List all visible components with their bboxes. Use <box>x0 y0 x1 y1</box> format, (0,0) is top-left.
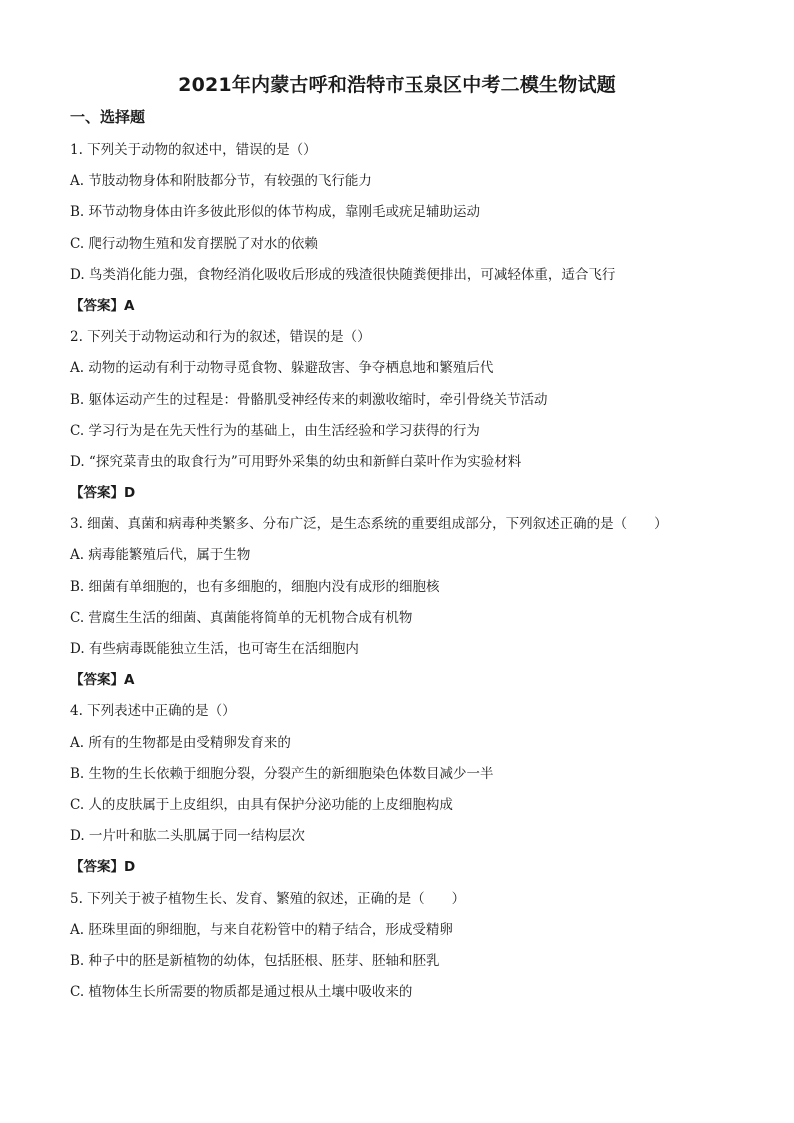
option-b: B. 细菌有单细胞的，也有多细胞的，细胞内没有成形的细胞核 <box>70 578 440 595</box>
answer-label: 【答案】A <box>70 297 135 314</box>
option-a: A. 动物的运动有利于动物寻觅食物、躲避敌害、争夺栖息地和繁殖后代 <box>70 360 494 377</box>
question-list <box>70 138 730 1011</box>
page-title: 2021年内蒙古呼和浩特市玉泉区中考二模生物试题 <box>178 74 616 96</box>
option-b: B. 生物的生长依赖于细胞分裂，分裂产生的新细胞染色体数目减少一半 <box>70 765 494 782</box>
option-d: D. 一片叶和肱二头肌属于同一结构层次 <box>70 828 305 845</box>
question-stem: 1. 下列关于动物的叙述中，错误的是（） <box>70 142 317 158</box>
option-a: A. 所有的生物都是由受精卵发育来的 <box>70 734 291 751</box>
answer-label: 【答案】D <box>70 859 136 876</box>
option-d: D. 有些病毒既能独立生活，也可寄生在活细胞内 <box>70 641 359 657</box>
option-b: B. 躯体运动产生的过程是：骨骼肌受神经传来的刺激收缩时，牵引骨绕关节活动 <box>70 391 548 408</box>
option-c: C. 学习行为是在先天性行为的基础上，由生活经验和学习获得的行为 <box>70 422 480 439</box>
answer-label: 【答案】D <box>70 485 136 502</box>
option-d: D. “探究菜青虫的取食行为”可用野外采集的幼虫和新鲜白菜叶作为实验材料 <box>70 453 522 470</box>
question-stem: 2. 下列关于动物运动和行为的叙述，错误的是（） <box>70 329 371 346</box>
option-b: B. 种子中的胚是新植物的幼体，包括胚根、胚芽、胚轴和胚乳 <box>70 952 440 969</box>
option-c: C. 营腐生生活的细菌、真菌能将简单的无机物合成有机物 <box>70 609 413 626</box>
question-stem: 3. 细菌、真菌和病毒种类繁多、分布广泛，是生态系统的重要组成部分，下列叙述正确的是（ ） <box>70 516 668 533</box>
option-c: C. 爬行动物生殖和发育摆脱了对水的依赖 <box>70 235 318 252</box>
option-c: C. 植物体生长所需要的物质都是通过根从土壤中吸收来的 <box>70 984 413 1001</box>
option-b: B. 环节动物身体由许多彼此形似的体节构成，靠刚毛或疣足辅助运动 <box>70 204 481 221</box>
question-stem: 5. 下列关于被子植物生长、发育、繁殖的叙述，正确的是（ ） <box>70 890 466 907</box>
option-c: C. 人的皮肤属于上皮组织，由具有保护分泌功能的上皮细胞构成 <box>70 796 453 813</box>
answer-label: 【答案】A <box>70 672 135 689</box>
question-stem: 4. 下列表述中正确的是（） <box>70 703 236 720</box>
section-heading: 一、选择题 <box>70 108 146 126</box>
option-a: A. 胚珠里面的卵细胞，与来自花粉管中的精子结合，形成受精卵 <box>70 921 453 938</box>
option-a: A. 节肢动物身体和附肢都分节，有较强的飞行能力 <box>70 173 372 190</box>
option-d: D. 鸟类消化能力强，食物经消化吸收后形成的残渣很快随粪便排出，可减轻体重，适合飞行 <box>70 266 616 283</box>
option-a: A. 病毒能繁殖后代，属于生物 <box>70 547 251 564</box>
